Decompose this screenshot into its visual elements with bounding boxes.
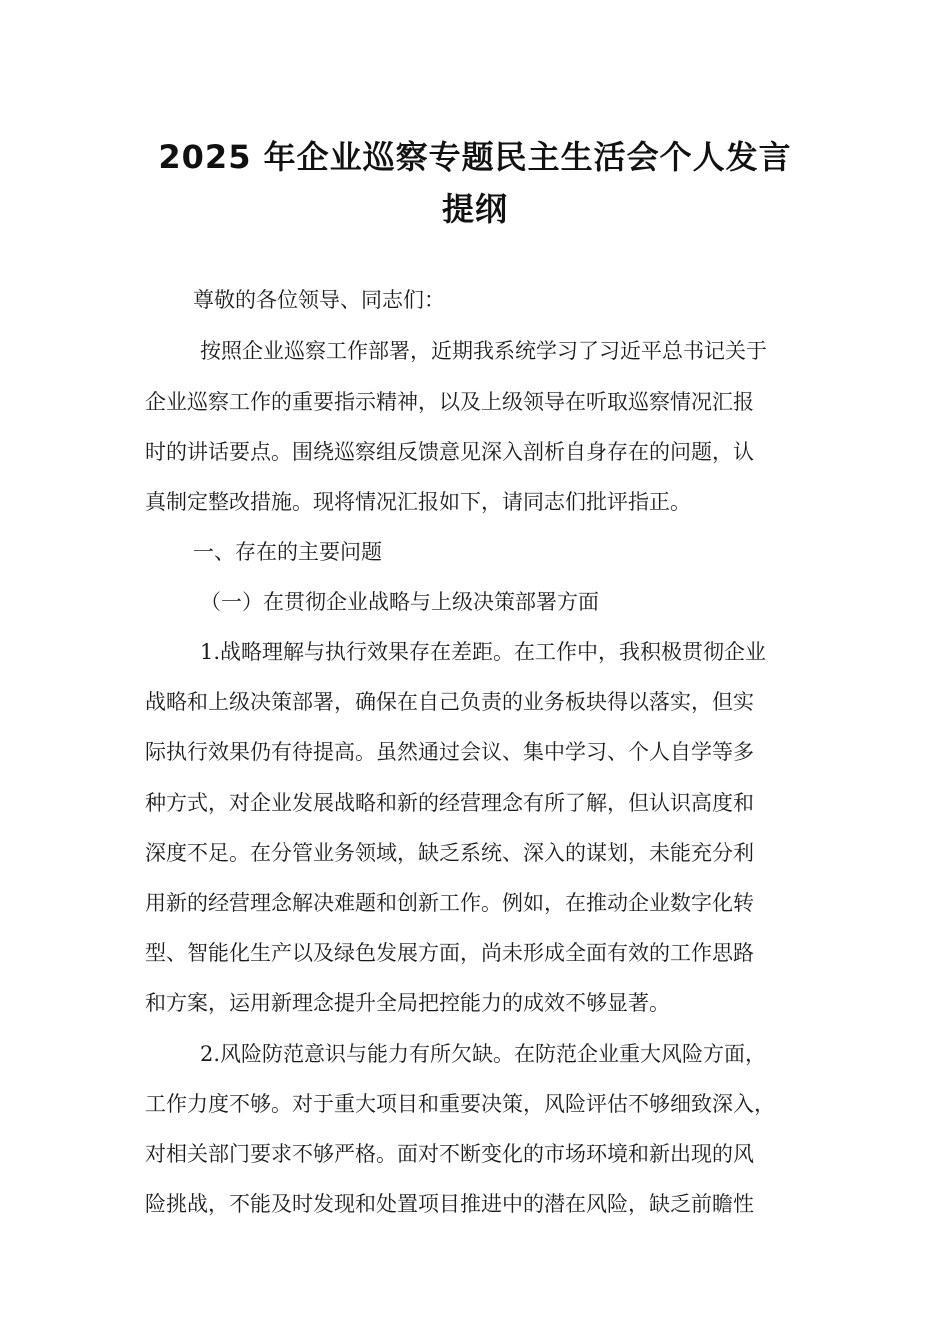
- item1-line: 用新的经营理念解决难题和创新工作。例如，在推动企业数字化转: [145, 891, 754, 915]
- item1-line: 和方案，运用新理念提升全局把控能力的成效不够显著。: [145, 991, 670, 1015]
- item2-line: 2.风险防范意识与能力有所欠缺。在防范企业重大风险方面，: [200, 1042, 767, 1066]
- item2-line: 险挑战，不能及时发现和处置项目推进中的潜在风险，缺乏前瞻性: [145, 1192, 754, 1216]
- item1-line: 1.战略理解与执行效果存在差距。在工作中，我积极贯彻企业: [200, 640, 767, 664]
- intro-line: 真制定整改措施。现将情况汇报如下，请同志们批评指正。: [145, 490, 691, 514]
- item1-line: 际执行效果仍有待提高。虽然通过会议、集中学习、个人自学等多: [145, 740, 754, 764]
- item1-line: 深度不足。在分管业务领域，缺乏系统、深入的谋划，未能充分利: [145, 841, 754, 865]
- document-title-line-1: 2025 年企业巡察专题民主生活会个人发言: [158, 138, 792, 176]
- item2-line: 工作力度不够。对于重大项目和重要决策，风险评估不够细致深入，: [145, 1092, 775, 1116]
- section-heading: 一、存在的主要问题: [193, 540, 382, 564]
- intro-line: 按照企业巡察工作部署，近期我系统学习了习近平总书记关于: [200, 339, 767, 363]
- intro-line: 企业巡察工作的重要指示精神，以及上级领导在听取巡察情况汇报: [145, 390, 754, 414]
- intro-line: 时的讲话要点。围绕巡察组反馈意见深入剖析自身存在的问题，认: [145, 440, 754, 464]
- item2-line: 对相关部门要求不够严格。面对不断变化的市场环境和新出现的风: [145, 1142, 754, 1166]
- subsection-heading: （一）在贯彻企业战略与上级决策部署方面: [200, 590, 599, 614]
- document-title-line-2: 提纲: [441, 190, 508, 228]
- item1-line: 战略和上级决策部署，确保在自己负责的业务板块得以落实，但实: [145, 690, 754, 714]
- salutation: 尊敬的各位领导、同志们：: [193, 288, 445, 312]
- item1-line: 种方式，对企业发展战略和新的经营理念有所了解，但认识高度和: [145, 791, 754, 815]
- item1-line: 型、智能化生产以及绿色发展方面，尚未形成全面有效的工作思路: [145, 941, 754, 965]
